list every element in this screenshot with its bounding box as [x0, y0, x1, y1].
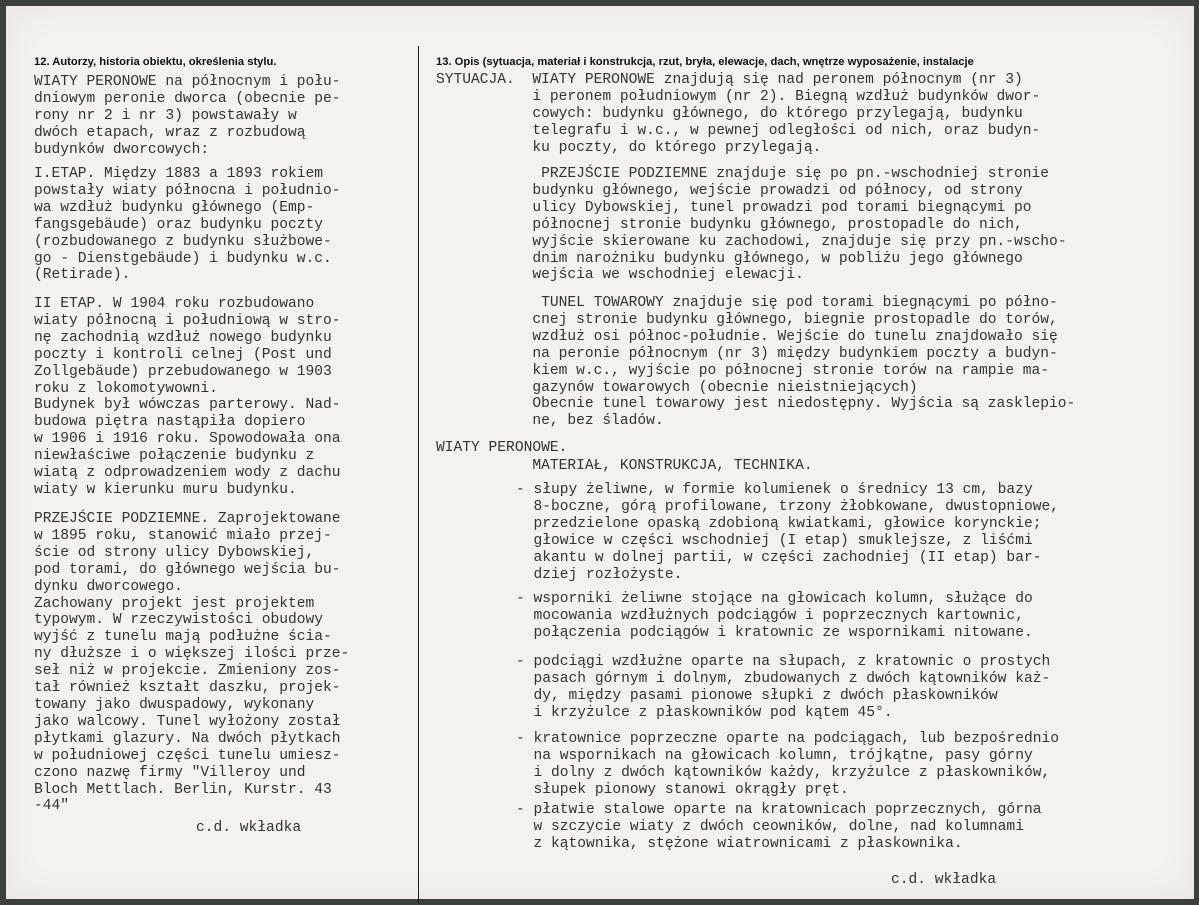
right-column-header: 13. Opis (sytuacja, materiał i konstrukcja, rzut, bryła, elewacje, dach, wnętrze wyposażenie, instalacje [436, 56, 974, 68]
column-divider [418, 46, 419, 904]
underpass-description-paragraph: PRZEJŚCIE PODZIEMNE znajduje się po pn.-wschodniej stronie budynku głównego, wejście prowadzi od północy, od strony ulicy Dybowskiej, tunel prowadzi pod torami biegnącymi po północnej stronie budynku głównego, prostopadle do nich, wyjście skierowane ku zachodowi, znajduje się przy pn.-wscho- dnim narożniku budynku głównego, w pobliżu jego głównego wejścia we wschodniej elewacji. [532, 166, 1067, 284]
underpass-history-paragraph: PRZEJŚCIE PODZIEMNE. Zaprojektowane w 1895 roku, stanowić miało przej- ście od strony ulicy Dybowskiej, pod torami, do głównego wejścia bu- dynku dworcowego. Zachowany projekt jest projektem typowym. W rzeczywistości obudowy wyjść z tunelu mają podłużne ścia- ny dłuższe i o większej ilości prze- seł niż w projekcie. Zmieniony zos- tał również kształt daszku, projek- towany jako dwuspadowy, wykonany jako walcowy. Tunel wyłożony został płytkami glazury. Na dwóch płytkach w południowej części tunelu umiesz- czono nazwę firmy "Villeroy und Bloch Mettlach. Berlin, Kurstr. 43 -44" [34, 511, 350, 815]
right-continuation-note: c.d. wkładka [891, 872, 997, 888]
list-item: - podciągi wzdłużne oparte na słupach, z kratownic o prostych pasach górnym i dolnym, zbudowanych z dwóch kątowników każ- dy, między pasami pionowe słupki z dwóch płaskowników i krzyżulce z płaskowników pod kątem 45°. [516, 654, 1051, 721]
list-item: - wsporniki żeliwne stojące na głowicach kolumn, służące do mocowania wzdłużnych podciągów i poprzecznych kartownic, połączenia podciągów i kratownic ze wspornikami nitowane. [516, 591, 1033, 641]
document-sheet [6, 6, 1194, 899]
intro-paragraph: WIATY PERONOWE na północnym i połu- dniowym peronie dworca (obecnie pe- rony nr 2 i nr 3) powstawały w dwóch etapach, wraz z rozbudową budynków dworcowych: [34, 74, 341, 158]
list-item: - kratownice poprzeczne oparte na podciągach, lub bezpośrednio na wspornikach na głowicach kolumn, trójkątne, pasy górny i dolny z dwóch kątowników każdy, krzyżulce z płaskowników, słupek pionowy stanowi okrągły pręt. [516, 731, 1059, 798]
left-continuation-note: c.d. wkładka [196, 820, 302, 836]
freight-tunnel-paragraph: TUNEL TOWAROWY znajduje się pod torami biegnącymi po półno- cnej stronie budynku głównego, biegnie prostopadle do torów, wzdłuż osi północ-południe. Wejście do tunelu znajdowało się na peronie północnym (nr 3) między budynkiem poczty a budyn- kiem w.c., wyjście po północnej stronie torów na rampie ma- gazynów towarowych (obecnie nieistniejących) Obecnie tunel towarowy jest niedostępny. Wyjścia są zasklepio- ne, bez śladów. [532, 295, 1076, 430]
list-item: - płatwie stalowe oparte na kratownicach poprzecznych, górna w szczycie wiaty z dwóch ceowników, dolne, nad kolumnami z kątownika, stężone wiatrownicami z płaskownika. [516, 802, 1042, 852]
etap1-paragraph: I.ETAP. Między 1883 a 1893 rokiem powstały wiaty północna i południo- wa wzdłuż budynku głównego (Emp- fangsgebäude) oraz budynku poczty (rozbudowanego z budynku służbowe- go - Dienstgebäude) i budynku w.c. (Retirade). [34, 166, 341, 284]
wiaty-section-title: WIATY PERONOWE. [436, 440, 568, 456]
material-section-title: MATERIAŁ, KONSTRUKCJA, TECHNIKA. [436, 458, 813, 474]
etap2-paragraph: II ETAP. W 1904 roku rozbudowano wiaty północną i południową w stro- nę zachodnią wzdłuż nowego budynku poczty i kontroli celnej (Post und Zollgebäude) przebudowanego w 1903 roku z lokomotywowni. Budynek był wówczas parterowy. Nad- budowa piętra nastąpiła dopiero w 1906 i 1916 roku. Spowodowała ona niewłaściwe połączenie budynku z wiatą z odprowadzeniem wody z dachu wiaty w kierunku muru budynku. [34, 296, 341, 498]
situation-paragraph: SYTUACJA. WIATY PERONOWE znajdują się nad peronem północnym (nr 3) i peronem południowym (nr 2). Biegną wzdłuż budynków dwor- cowych: budynku głównego, do którego przylegają, budynku telegrafu i w.c., w pewnej odległości od nich, oraz budyn- ku poczty, do którego przylegają. [436, 72, 1041, 156]
list-item: - słupy żeliwne, w formie kolumienek o średnicy 13 cm, bazy 8-boczne, górą profilowane, trzony żłobkowane, dwustopniowe, przedzielone opaską zdobioną kwiatkami, głowice korynckie; głowice w części wschodniej (I etap) smuklejsze, z liśćmi akantu w dolnej partii, w części zachodniej (II etap) bar- dziej rozłożyste. [516, 482, 1059, 583]
left-column-header: 12. Autorzy, historia obiektu, określenia stylu. [34, 56, 277, 68]
